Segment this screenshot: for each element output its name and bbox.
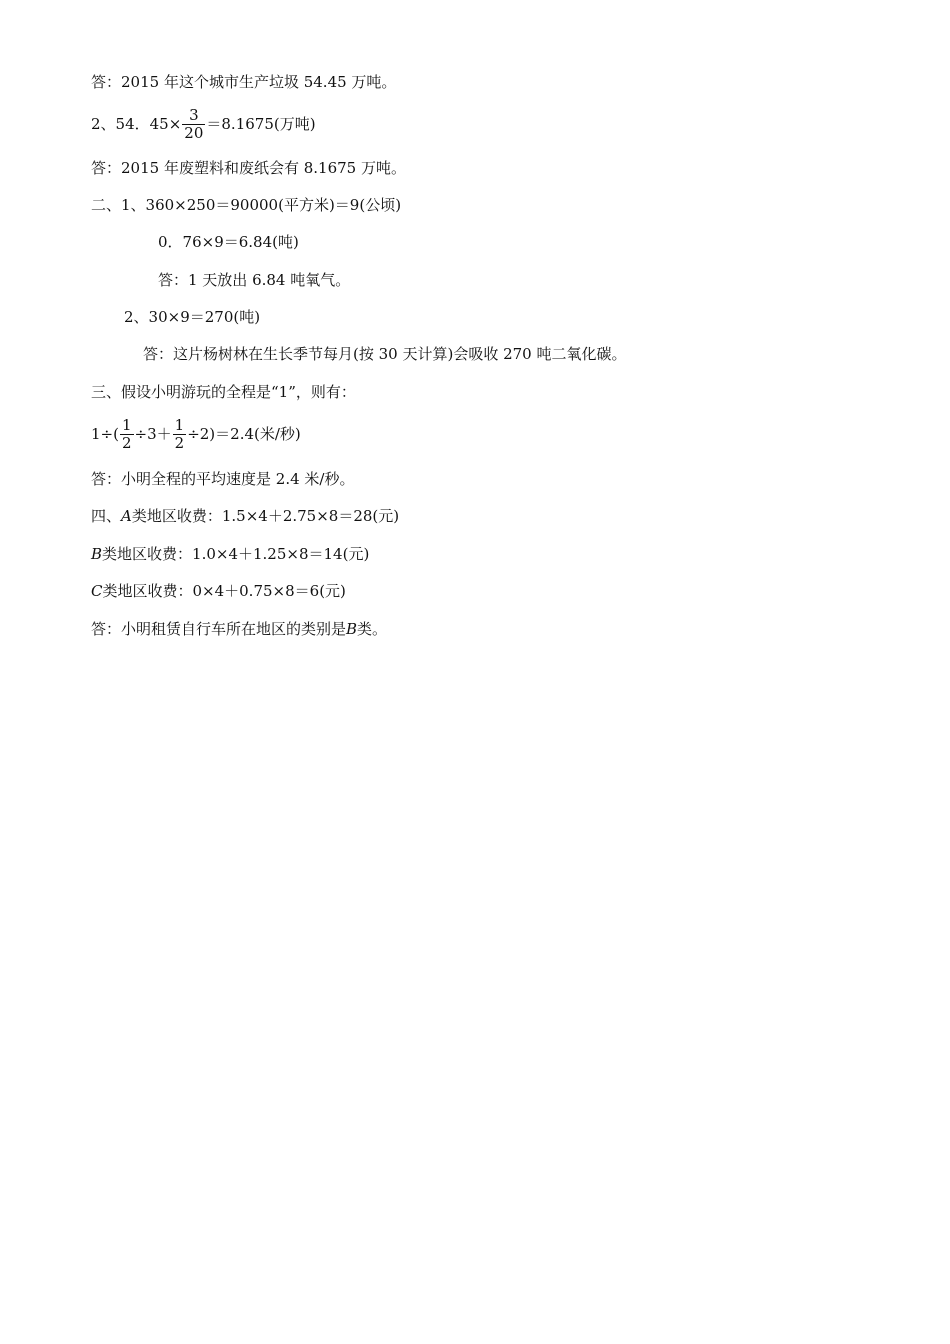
- calc-text: 1÷(: [91, 425, 119, 443]
- answer-text: 答：这片杨树林在生长季节每月(按 30 天计算)会吸收 270 吨二氧化碳。: [143, 345, 627, 363]
- calc-text: ＝8.1675(万吨): [206, 115, 316, 133]
- fraction-numerator: 3: [189, 105, 199, 124]
- fraction-numerator: 1: [174, 415, 185, 434]
- calc-line-2: [91, 104, 316, 144]
- answer-text: 答：小明全程的平均速度是 2.4 米/秒。: [91, 470, 355, 488]
- category-variable: C: [91, 582, 103, 600]
- answer-line-11: [91, 469, 354, 489]
- answer-line-6: [158, 270, 350, 290]
- section-four-line: [91, 506, 399, 526]
- calc-text: 2、30×9＝270(吨): [124, 308, 261, 326]
- answer-text: 答：小明租赁自行车所在地区的类别是: [91, 620, 347, 638]
- calc-line-14: [91, 581, 346, 601]
- calc-text: 四、: [91, 507, 122, 525]
- calc-text: ÷3＋: [134, 425, 172, 443]
- fraction-denominator: 2: [174, 433, 185, 452]
- fraction-numerator: 1: [121, 415, 132, 434]
- calc-text: 类地区收费：1.0×4＋1.25×8＝14(元): [102, 545, 370, 563]
- answer-line-15: [91, 619, 387, 639]
- calc-text: 三、假设小明游玩的全程是“1”，则有：: [91, 383, 356, 401]
- section-two-line: [91, 195, 401, 215]
- fraction-denominator: 20: [184, 123, 204, 142]
- calc-text: ÷2)＝2.4(米/秒): [187, 425, 301, 443]
- calc-line-7: [124, 307, 260, 327]
- answer-line-8: [143, 344, 627, 364]
- calc-text: 0．76×9＝6.84(吨): [158, 233, 299, 251]
- calc-line-13: [91, 544, 369, 564]
- section-three-line: [91, 382, 356, 402]
- answer-text: 答：2015 年这个城市生产垃圾 54.45 万吨。: [91, 73, 397, 91]
- calc-text: 二、1、360×250＝90000(平方米)＝9(公顷): [91, 196, 402, 214]
- answer-text: 类。: [357, 620, 388, 638]
- calc-text: 类地区收费：1.5×4＋2.75×8＝28(元): [131, 507, 400, 525]
- fraction: [182, 107, 205, 142]
- category-variable: B: [346, 620, 358, 638]
- answer-text: 答：2015 年废塑料和废纸会有 8.1675 万吨。: [91, 159, 406, 177]
- answer-line-1: [91, 72, 396, 92]
- category-variable: A: [121, 507, 132, 525]
- category-variable: B: [91, 545, 103, 563]
- answer-line-3: [91, 158, 406, 178]
- fraction: [173, 417, 187, 452]
- calc-line-10: [91, 414, 301, 454]
- fraction: [120, 417, 134, 452]
- answer-text: 答：1 天放出 6.84 吨氧气。: [158, 271, 351, 289]
- calc-text: 类地区收费：0×4＋0.75×8＝6(元): [102, 582, 346, 600]
- calc-line-5: [158, 232, 299, 252]
- fraction-denominator: 2: [121, 433, 132, 452]
- calc-text: 2、54．45×: [91, 115, 182, 133]
